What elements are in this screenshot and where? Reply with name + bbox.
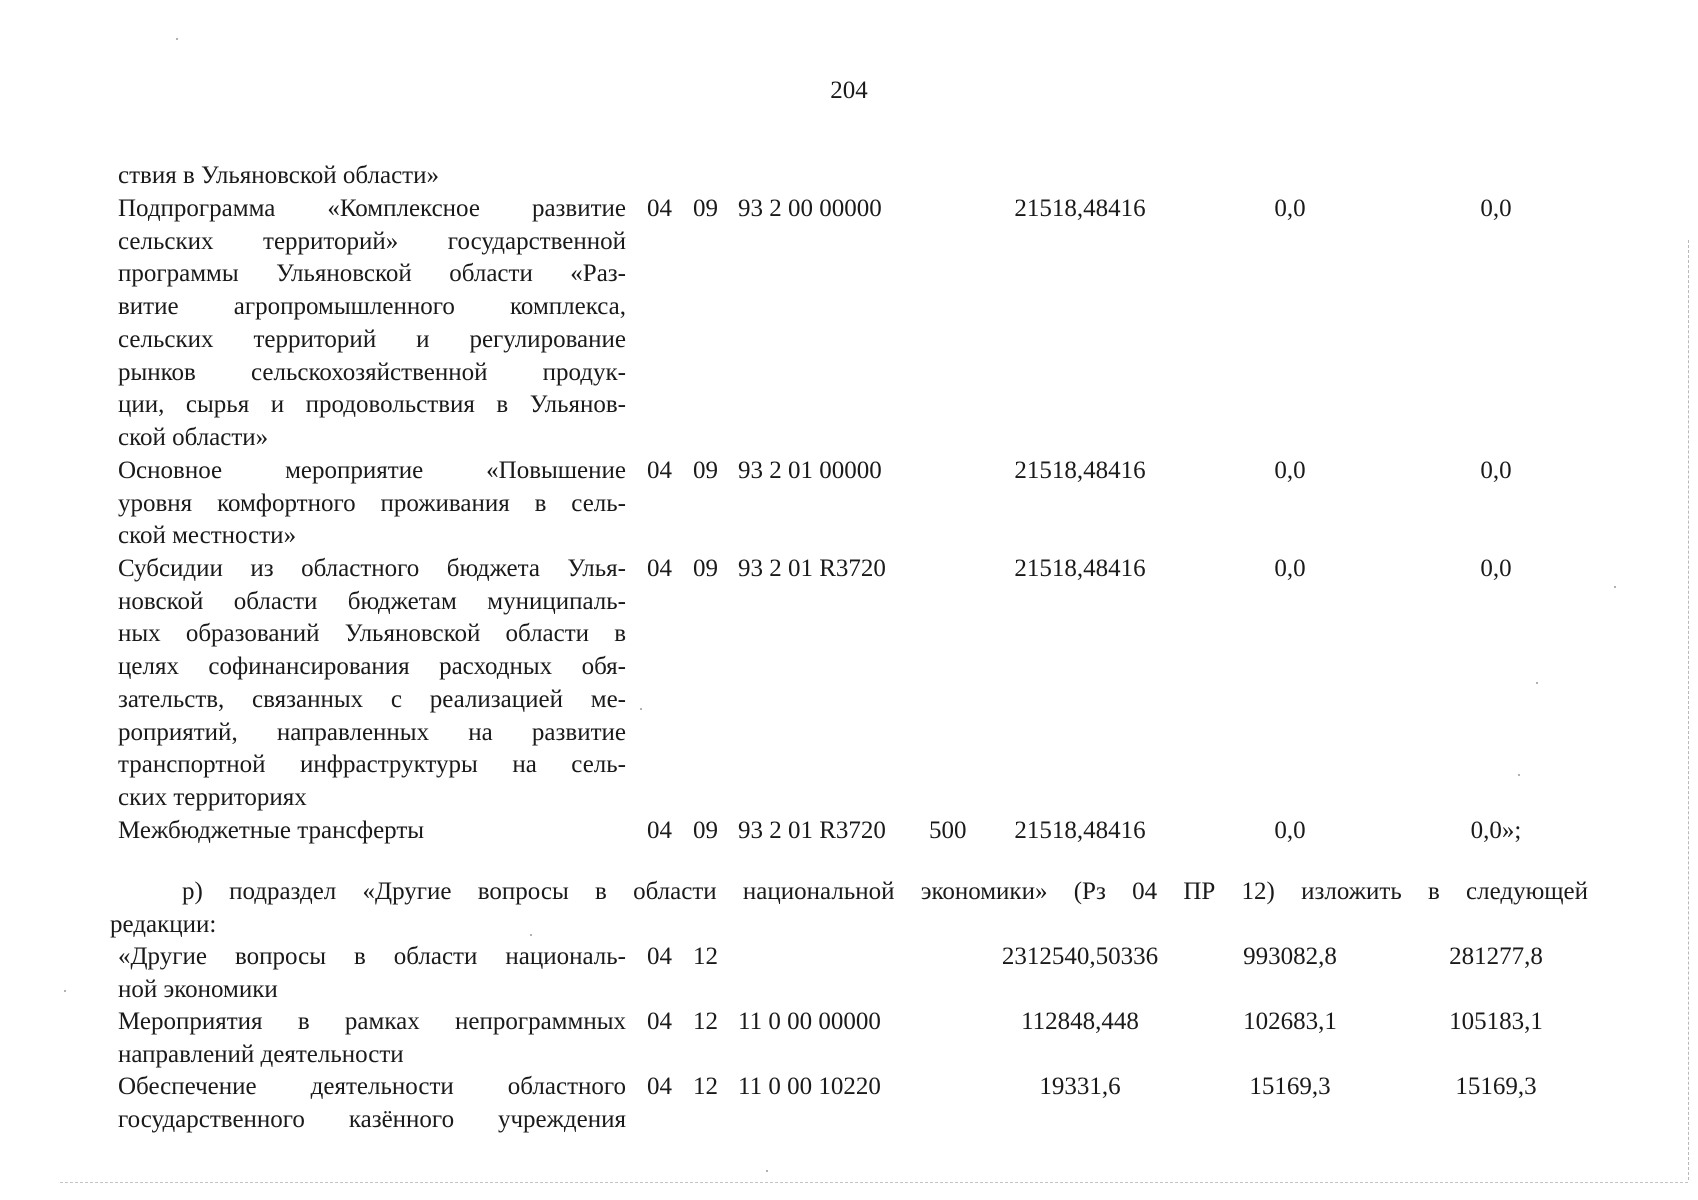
section-code: 04 <box>647 555 672 582</box>
description-line: Субсидии из областного бюджета Улья- <box>118 555 626 582</box>
description-line: Основное мероприятие «Повышение <box>118 457 626 484</box>
description-line: транспортной инфраструктуры на сель- <box>118 751 626 779</box>
amount-year-3: 15169,3 <box>1455 1073 1537 1100</box>
subsection-code: 12 <box>693 1008 718 1035</box>
description-line: Межбюджетные трансферты <box>118 817 425 844</box>
subsection-code: 09 <box>693 817 718 844</box>
subsection-code: 12 <box>693 1073 718 1100</box>
scan-speck <box>1614 586 1616 588</box>
amount-year-1: 21518,48416 <box>1014 195 1146 222</box>
amount-year-1: 21518,48416 <box>1014 555 1146 582</box>
target-article-code: 11 0 00 10220 <box>738 1073 881 1100</box>
description-line: ной экономики <box>118 975 278 1003</box>
amount-year-1: 112848,448 <box>1021 1008 1139 1035</box>
amount-year-3: 281277,8 <box>1449 943 1543 970</box>
description-line: ствия в Ульяновской области» <box>118 162 439 189</box>
description-line: ции, сырья и продовольствия в Ульянов- <box>118 391 626 419</box>
description-line: государственного казённого учреждения <box>118 1105 626 1133</box>
amount-year-1: 2312540,50336 <box>1001 943 1159 970</box>
section-code: 04 <box>647 457 672 484</box>
description-line: направлений деятельности <box>118 1040 404 1068</box>
description-line: витие агропромышленного комплекса, <box>118 293 626 321</box>
description-line: зательств, связанных с реализацией ме- <box>118 685 626 713</box>
row-description <box>118 1006 626 1071</box>
expense-type-code: 500 <box>929 817 967 844</box>
description-line: ских территориях <box>118 783 307 811</box>
row-description <box>118 1071 626 1136</box>
amount-year-2: 0,0 <box>1274 817 1306 844</box>
amount-year-2: 0,0 <box>1274 195 1306 222</box>
row-description <box>118 455 626 553</box>
amount-year-2: 0,0 <box>1274 457 1306 484</box>
description-line: «Другие вопросы в области националь- <box>118 943 626 970</box>
description-line: рынков сельскохозяйственной продук- <box>118 358 626 386</box>
subsection-code: 12 <box>693 943 718 970</box>
description-line: роприятий, направленных на развитие <box>118 718 626 746</box>
scan-speck <box>766 1170 768 1172</box>
scan-speck <box>640 708 642 710</box>
description-line: новской области бюджетам муниципаль- <box>118 587 626 615</box>
row-description <box>118 553 626 815</box>
amount-year-2: 0,0 <box>1274 555 1306 582</box>
scan-speck <box>1536 682 1538 684</box>
scan-speck <box>64 990 66 992</box>
scan-speck <box>530 934 532 936</box>
scan-speck <box>1518 774 1520 776</box>
description-line: ской местности» <box>118 522 297 550</box>
section-code: 04 <box>647 1008 672 1035</box>
amount-year-2: 102683,1 <box>1243 1008 1337 1035</box>
description-line: Обеспечение деятельности областного <box>118 1073 626 1100</box>
target-article-code: 93 2 01 00000 <box>738 457 882 484</box>
description-line: Мероприятия в рамках непрограммных <box>118 1008 626 1035</box>
section-code: 04 <box>647 195 672 222</box>
description-line: Подпрограмма «Комплексное развитие <box>118 195 626 222</box>
description-line: сельских территорий» государственной <box>118 227 626 255</box>
target-article-code: 93 2 01 R3720 <box>738 817 886 844</box>
amount-year-1: 19331,6 <box>1039 1073 1121 1100</box>
paragraph-line: редакции: <box>110 910 217 938</box>
amendment-paragraph <box>110 876 1588 941</box>
amount-year-3: 0,0 <box>1480 555 1512 582</box>
subsection-code: 09 <box>693 555 718 582</box>
subsection-code: 09 <box>693 195 718 222</box>
scan-speck <box>176 38 178 40</box>
subsection-code: 09 <box>693 457 718 484</box>
target-article-code: 11 0 00 00000 <box>738 1008 881 1035</box>
section-code: 04 <box>647 943 672 970</box>
amount-year-3: 0,0»; <box>1470 817 1522 844</box>
row-description <box>118 941 626 1006</box>
description-line: ных образований Ульяновской области в <box>118 620 626 648</box>
scan-edge-bottom <box>60 1182 1688 1183</box>
section-code: 04 <box>647 817 672 844</box>
row-description <box>118 193 626 455</box>
description-line: целях софинансирования расходных обя- <box>118 653 626 681</box>
target-article-code: 93 2 01 R3720 <box>738 555 886 582</box>
section-code: 04 <box>647 1073 672 1100</box>
amount-year-3: 0,0 <box>1480 195 1512 222</box>
amount-year-1: 21518,48416 <box>1014 817 1146 844</box>
amount-year-1: 21518,48416 <box>1014 457 1146 484</box>
amount-year-2: 15169,3 <box>1249 1073 1331 1100</box>
scan-edge-right <box>1688 240 1689 1180</box>
page-number: 204 <box>830 77 868 104</box>
description-line: сельских территорий и регулирование <box>118 325 626 353</box>
row-description <box>118 160 626 193</box>
description-line: уровня комфортного проживания в сель- <box>118 489 626 517</box>
amount-year-3: 0,0 <box>1480 457 1512 484</box>
description-line: программы Ульяновской области «Раз- <box>118 260 626 288</box>
target-article-code: 93 2 00 00000 <box>738 195 882 222</box>
paragraph-line: р) подраздел «Другие вопросы в области национальной экономики» (Рз 04 ПР 12) изложить в следующей <box>182 878 1588 905</box>
amount-year-3: 105183,1 <box>1449 1008 1543 1035</box>
row-description <box>118 815 626 848</box>
amount-year-2: 993082,8 <box>1243 943 1337 970</box>
description-line: ской области» <box>118 423 269 451</box>
